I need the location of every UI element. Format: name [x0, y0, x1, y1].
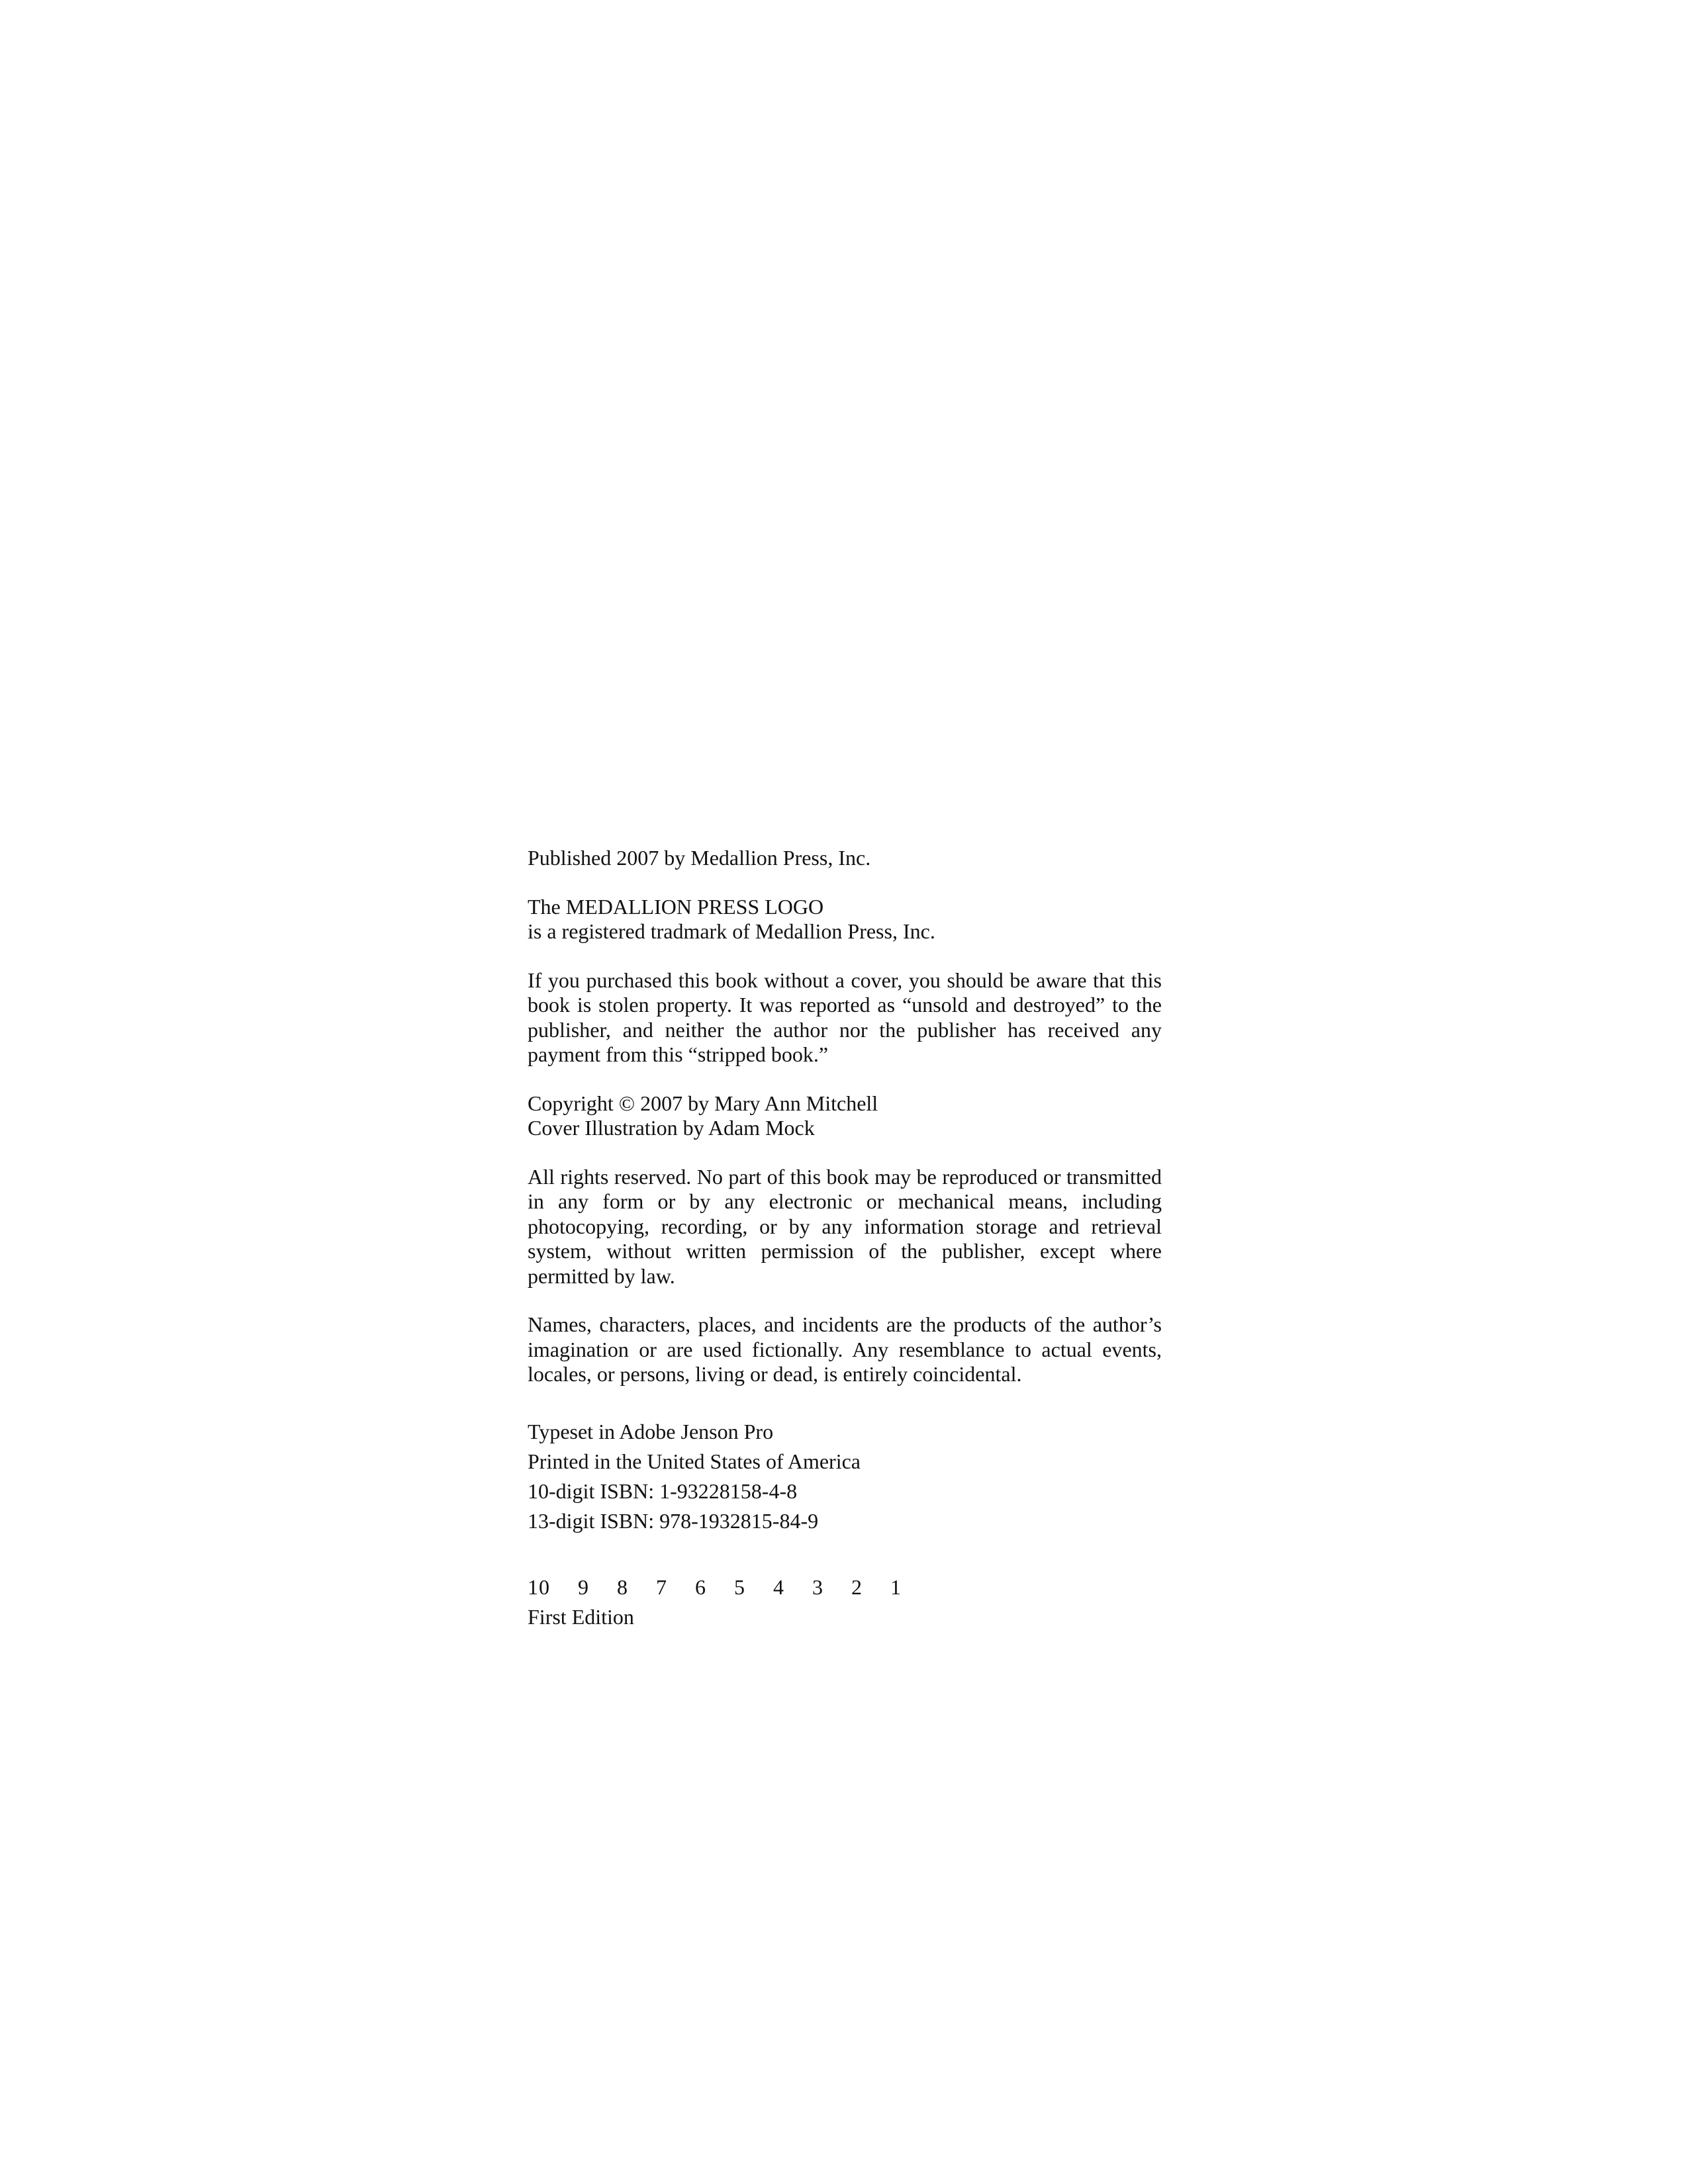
logo-line-2: is a registered tradmark of Medallion Press, Inc. — [528, 919, 935, 943]
stripped-book-notice: If you purchased this book without a cover, you should be aware that this book is stolen property. It was reported as “unsold and destroyed” to the publisher, and neither the author nor the publisher has received any payment from this “stripped book.” — [528, 968, 1162, 1066]
isbn-10-line: 10-digit ISBN: 1-93228158-4-8 — [528, 1479, 798, 1503]
copyright-text-block — [528, 846, 1162, 1632]
copyright-line: Copyright © 2007 by Mary Ann Mitchell — [528, 1091, 878, 1115]
isbn-13-line: 13-digit ISBN: 978-1932815-84-9 — [528, 1508, 819, 1533]
edition-label: First Edition — [528, 1604, 634, 1629]
cover-illustration-line: Cover Illustration by Adam Mock — [528, 1116, 815, 1140]
printed-line: Printed in the United States of America — [528, 1449, 861, 1473]
typeset-line: Typeset in Adobe Jenson Pro — [528, 1419, 774, 1443]
printer-key-line: 10 9 8 7 6 5 4 3 2 1 — [528, 1574, 902, 1599]
fiction-disclaimer: Names, characters, places, and incidents are the products of the author’s imagination or are used fictionally. Any resemblance to actual events, locales, or persons, living or dead, is entirely coincidental. — [528, 1312, 1162, 1386]
production-info — [528, 1417, 1162, 1536]
rights-reserved-notice: All rights reserved. No part of this book may be reproduced or transmitted in any form or by any electronic or mechanical means, including photocopying, recording, or by any information storage and retrieval system, without written permission of the publisher, except where permitted by law. — [528, 1164, 1162, 1288]
edition-info — [528, 1572, 1162, 1632]
logo-line-1: The MEDALLION PRESS LOGO — [528, 894, 824, 919]
published-line: Published 2007 by Medallion Press, Inc. — [528, 846, 871, 870]
